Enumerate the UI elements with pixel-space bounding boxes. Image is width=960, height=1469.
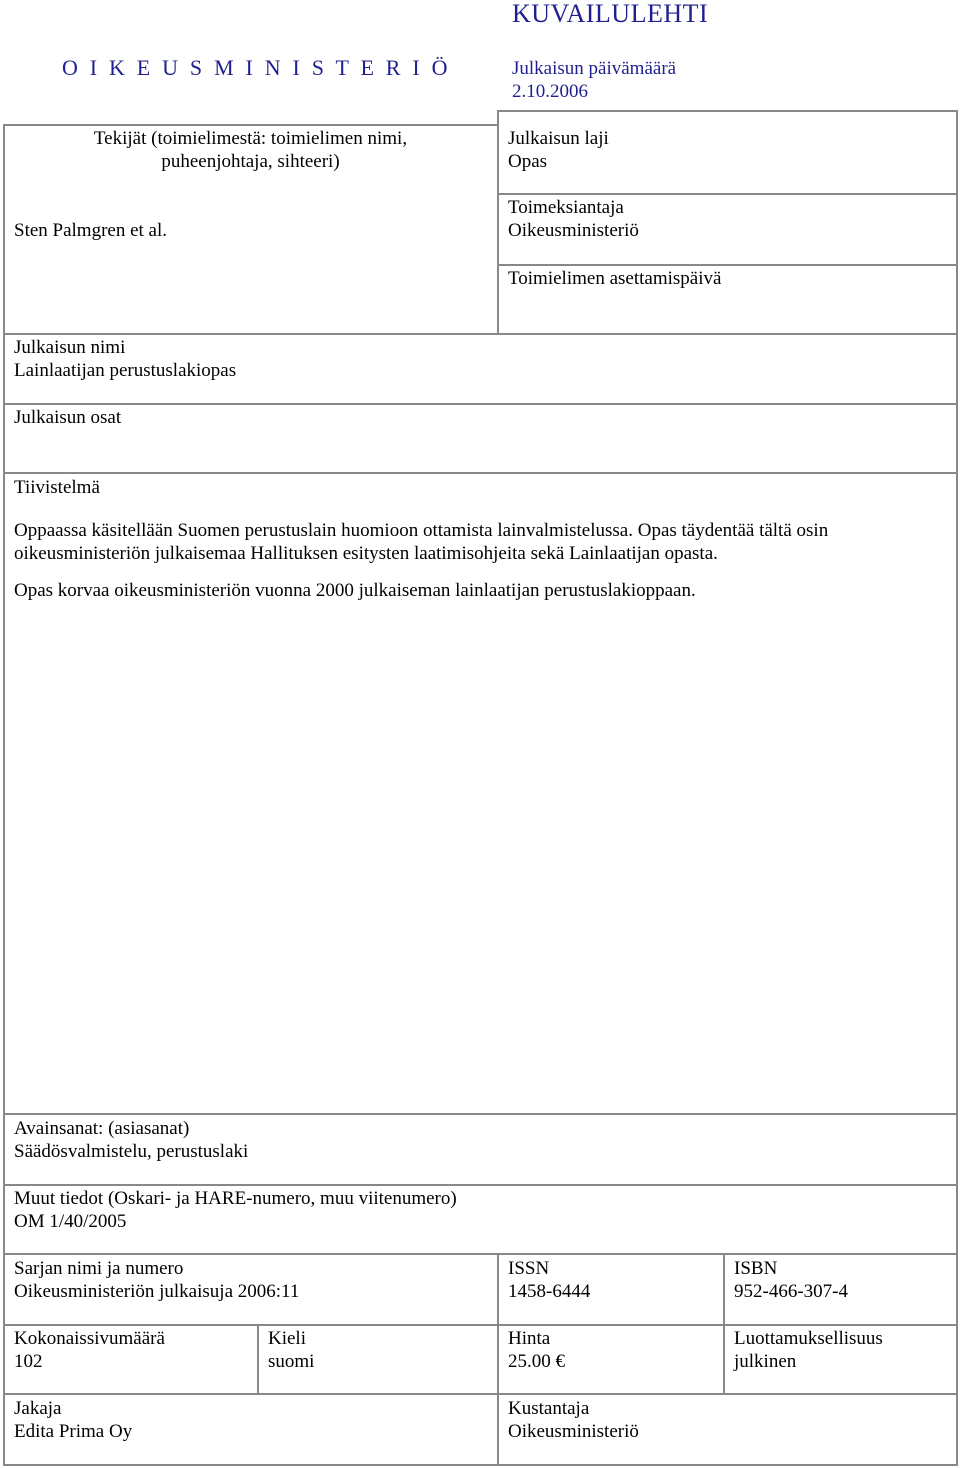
series-field [14,1257,299,1303]
abstract-line-2: oikeusministeriön julkaisemaa Hallituksen esitysten laatimisohjeita sekä Lainlaatijan opasta. [14,543,718,564]
price-label: Hinta [508,1328,551,1349]
keywords-label: Avainsanat: (asiasanat) [14,1118,190,1139]
publisher-label: Kustantaja [508,1398,590,1419]
issn-field [508,1257,590,1303]
language-value: suomi [268,1351,315,1372]
abstract-line-1: Oppaassa käsitellään Suomen perustuslain huomioon ottamista lainvalmistelussa. Opas täydentää tältä osin [14,520,829,541]
publication-type-value: Opas [508,151,548,172]
isbn-field [734,1257,848,1303]
other-info-label: Muut tiedot (Oskari- ja HARE-numero, muu viitenumero) [14,1188,457,1209]
isbn-value: 952-466-307-4 [734,1281,848,1302]
commissioner-value: Oikeusministeriö [508,220,639,241]
publication-date-label: Julkaisun päivämäärä [512,58,677,79]
publisher-field [508,1397,639,1443]
language-field [268,1327,314,1373]
price-value: 25.00 € [508,1351,565,1372]
confidentiality-value: julkinen [734,1351,797,1372]
publication-name-field [14,336,236,382]
publication-name-value: Lainlaatijan perustuslakiopas [14,360,237,381]
publication-type-label: Julkaisun laji [508,128,609,149]
series-value: Oikeusministeriön julkaisuja 2006:11 [14,1281,300,1302]
abstract-line-3: Opas korvaa oikeusministeriön vuonna 2000 julkaiseman lainlaatijan perustuslakioppaan. [14,580,696,601]
authors-label-line2: puheenjohtaja, sihteeri) [161,151,340,172]
abstract-label: Tiivistelmä [14,477,100,498]
body-establishment-date-label: Toimielimen asettamispäivä [508,268,722,289]
authors-label-line1: Tekijät (toimielimestä: toimielimen nimi, [93,128,408,149]
publisher-value: Oikeusministeriö [508,1421,639,1442]
distributor-label: Jakaja [14,1398,62,1419]
page-count-value: 102 [14,1351,43,1372]
distributor-value: Edita Prima Oy [14,1421,133,1442]
other-info-field [14,1187,457,1233]
authors-value: Sten Palmgren et al. [14,220,168,241]
authors-label [4,127,497,173]
other-info-value: OM 1/40/2005 [14,1211,127,1232]
keywords-field [14,1117,248,1163]
commissioner-field [508,196,639,242]
confidentiality-field [734,1327,883,1373]
ministry-name: O I K E U S M I N I S T E R I Ö [62,55,451,80]
publication-type-field [508,127,609,173]
isbn-label: ISBN [734,1258,778,1279]
issn-label: ISSN [508,1258,550,1279]
page-count-label: Kokonaissivumäärä [14,1328,165,1349]
commissioner-label: Toimeksiantaja [508,197,624,218]
keywords-value: Säädösvalmistelu, perustuslaki [14,1141,249,1162]
issn-value: 1458-6444 [508,1281,591,1302]
publication-date-value: 2.10.2006 [512,81,588,102]
page-count-field [14,1327,165,1373]
document-title: KUVAILULEHTI [512,0,709,28]
series-label: Sarjan nimi ja numero [14,1258,184,1279]
confidentiality-label: Luottamuksellisuus [734,1328,883,1349]
price-field [508,1327,565,1373]
body-establishment-date-field [508,267,721,290]
distributor-field [14,1397,132,1443]
publication-name-label: Julkaisun nimi [14,337,126,358]
publication-date-field [512,57,676,103]
abstract-field [14,476,944,602]
language-label: Kieli [268,1328,306,1349]
publication-parts-label: Julkaisun osat [14,407,122,428]
